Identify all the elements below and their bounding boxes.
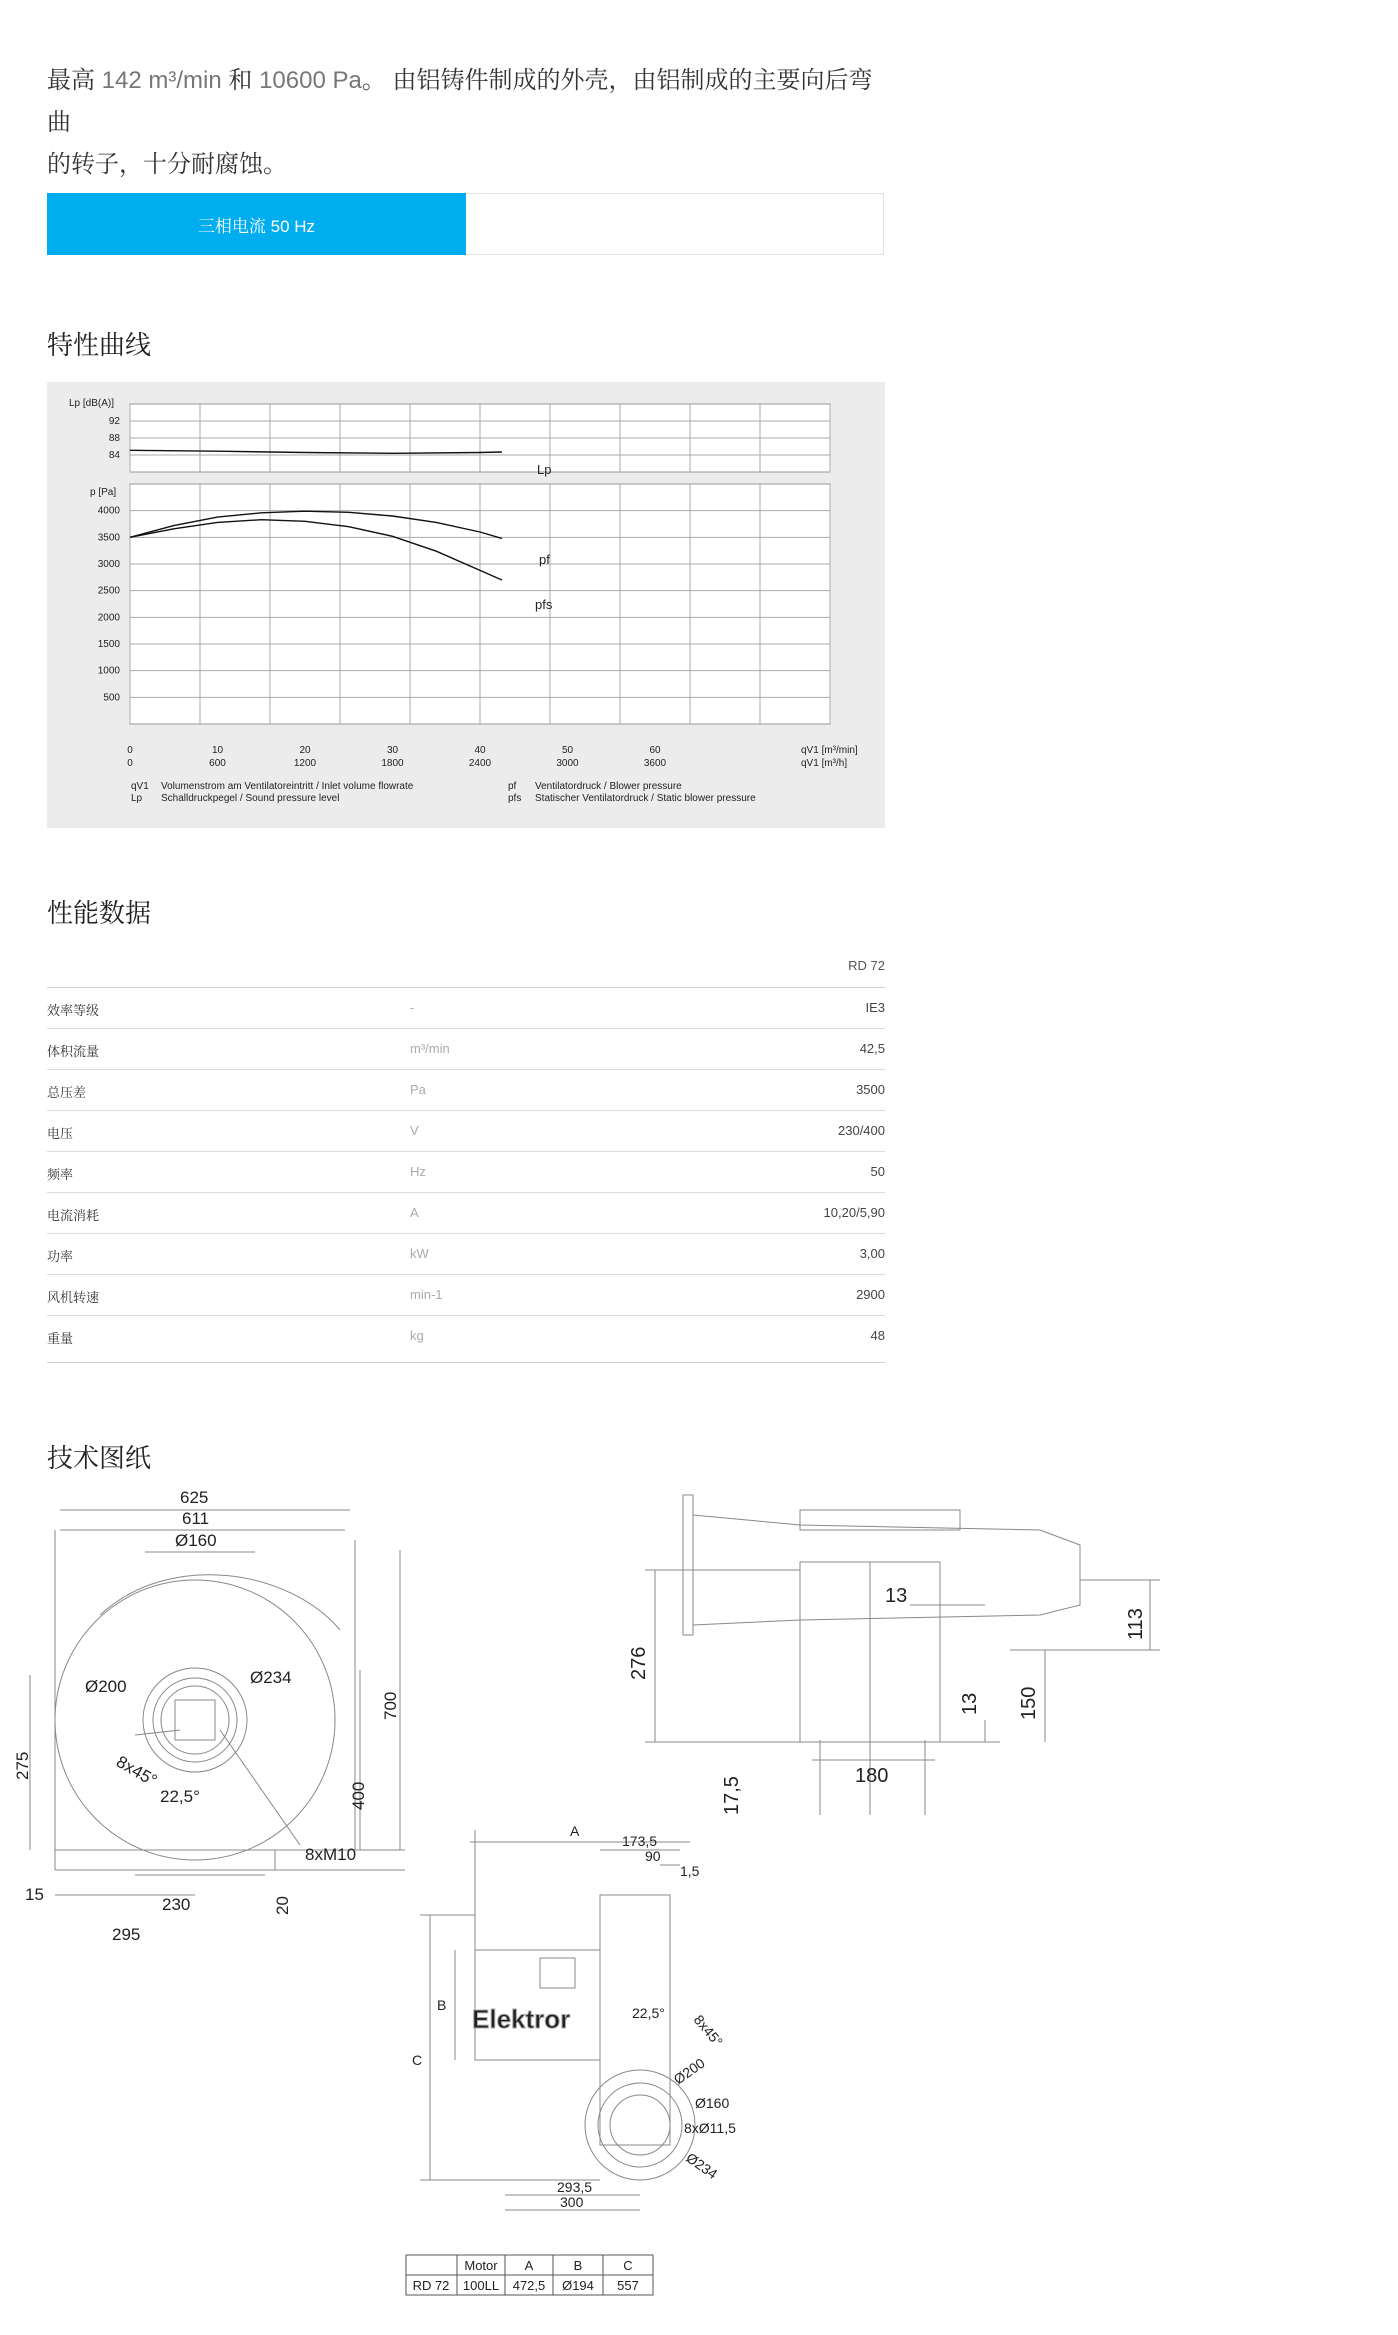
row-unit: kW <box>410 1246 429 1261</box>
desc-text: 和 <box>221 67 260 94</box>
dim-90: 90 <box>645 1848 661 1864</box>
series-label-pfs: pfs <box>535 597 553 612</box>
legend-sym-3: pfs <box>508 793 522 804</box>
x-tick-1: 20 <box>299 745 311 756</box>
row-label: 重量 <box>47 1331 74 1346</box>
x-axis-label-2: qV1 [m³/h] <box>801 758 848 769</box>
housing-circle <box>55 1580 335 1860</box>
row-value: 2900 <box>856 1287 885 1302</box>
row-value: 42,5 <box>859 1041 885 1056</box>
dim-20: 20 <box>273 1896 292 1915</box>
front-view <box>30 1510 405 1895</box>
legend-text-2: Ventilatordruck / Blower pressure <box>535 781 682 792</box>
legend-sym-1: Lp <box>131 793 143 804</box>
performance-table <box>47 950 885 1363</box>
series-label-lp: Lp <box>537 462 552 477</box>
row-unit: m³/min <box>410 1041 450 1056</box>
row-value: 10,20/5,90 <box>823 1205 885 1220</box>
dim-a: A <box>570 1823 580 1839</box>
dim-13a: 13 <box>885 1585 908 1607</box>
table-cell: RD 72 <box>412 2278 450 2293</box>
side-view <box>645 1495 1160 1815</box>
dim-15s: 1,5 <box>680 1863 700 1879</box>
dim-8x45: 8x45° <box>113 1752 161 1791</box>
dim-8x115: 8xØ11,5 <box>684 2120 736 2136</box>
dim-b: B <box>437 1997 447 2013</box>
row-label: 电压 <box>47 1126 74 1141</box>
table-row <box>47 1111 885 1152</box>
row-unit: kg <box>410 1328 424 1343</box>
table-row <box>47 1193 885 1234</box>
x-tick-1: 0 <box>127 745 133 756</box>
dim-276: 276 <box>628 1646 650 1680</box>
product-description <box>47 60 887 186</box>
row-value: 50 <box>870 1164 885 1179</box>
dim-400: 400 <box>349 1781 368 1810</box>
x-tick-1: 60 <box>649 745 661 756</box>
table-cell: 100LL <box>462 2278 500 2293</box>
dim-295: 295 <box>112 1925 141 1944</box>
dim-2935: 293,5 <box>557 2179 593 2195</box>
table-row <box>47 1316 885 1363</box>
p-tick: 3000 <box>97 559 120 570</box>
legend-sym-0: qV1 <box>131 781 149 792</box>
table-header-cell: Motor <box>464 2258 498 2273</box>
dim-611: 611 <box>182 1509 210 1528</box>
p-tick: 2500 <box>97 585 120 597</box>
row-unit: A <box>410 1205 419 1220</box>
technical-drawing <box>0 1470 1398 2330</box>
x-tick-1: 40 <box>474 745 486 756</box>
row-label: 电流消耗 <box>47 1208 100 1223</box>
dim-8xm10: 8xM10 <box>305 1845 357 1864</box>
x-tick-2: 0 <box>127 758 133 769</box>
dim-c: C <box>412 2052 423 2068</box>
row-label: 功率 <box>47 1249 74 1264</box>
dimension-table <box>406 2255 653 2295</box>
dim-d234s: Ø234 <box>683 2149 721 2183</box>
table-row <box>47 1152 885 1193</box>
dim-d200: Ø200 <box>85 1677 127 1696</box>
row-label: 体积流量 <box>47 1044 100 1059</box>
desc-text: 。 由铝铸件制成的外壳，由铝制成的主要向后弯曲 <box>47 67 873 136</box>
table-header-cell: C <box>623 2258 633 2273</box>
p-tick: 1000 <box>97 665 120 677</box>
current-type-tabs <box>47 193 884 255</box>
dim-d200s: Ø200 <box>670 2054 708 2088</box>
x-tick-1: 30 <box>386 745 399 756</box>
table-cell: 557 <box>617 2278 639 2293</box>
lp-axis-label: Lp [dB(A)] <box>69 398 115 409</box>
x-tick-2: 600 <box>209 758 226 769</box>
chart-svg <box>47 382 885 828</box>
table-row <box>47 1029 885 1070</box>
dim-d160: Ø160 <box>175 1531 217 1550</box>
dim-1735: 173,5 <box>622 1833 658 1849</box>
desc-text: 的转子，十分耐腐蚀。 <box>47 151 287 178</box>
row-unit: Hz <box>410 1164 426 1179</box>
row-unit: Pa <box>410 1082 426 1097</box>
row-unit: - <box>410 1000 415 1015</box>
row-label: 总压差 <box>47 1085 87 1100</box>
side-dimensions <box>628 1585 1147 1815</box>
dim-175: 17,5 <box>721 1776 743 1815</box>
dim-625: 625 <box>180 1488 209 1507</box>
dim-113: 113 <box>1125 1608 1147 1640</box>
row-value: 230/400 <box>838 1123 885 1138</box>
desc-text: 最高 <box>47 67 102 94</box>
model-column-header: RD 72 <box>848 958 885 973</box>
table-row <box>47 988 885 1029</box>
legend-text-0: Volumenstrom am Ventilatoreintritt / Inlet volume flowrate <box>161 781 414 792</box>
dim-230: 230 <box>162 1895 191 1914</box>
x-tick-2: 3600 <box>643 758 667 769</box>
dim-225: 22,5° <box>160 1787 200 1806</box>
dim-15: 15 <box>25 1885 44 1904</box>
x-axis-label-1: qV1 [m³/min] <box>801 745 858 756</box>
table-row <box>47 1234 885 1275</box>
characteristic-chart <box>47 382 885 828</box>
lp-tick: 88 <box>108 433 120 444</box>
dim-8x45s: 8x45° <box>690 2011 727 2050</box>
table-row <box>47 1070 885 1111</box>
table-cell: Ø194 <box>562 2278 594 2293</box>
table-header <box>47 950 885 988</box>
tab-three-phase[interactable]: 三相电流 50 Hz <box>47 193 466 255</box>
desc-pressure: 10600 Pa <box>259 67 362 94</box>
row-value: 3500 <box>856 1082 885 1097</box>
desc-flow: 142 m³/min <box>101 67 222 94</box>
row-value: 48 <box>870 1328 885 1343</box>
housing-scroll <box>100 1575 340 1630</box>
legend-text-3: Statischer Ventilatordruck / Static blower pressure <box>535 793 756 804</box>
row-value: IE3 <box>865 1000 885 1015</box>
lp-tick: 92 <box>108 416 120 427</box>
dim-13b: 13 <box>959 1692 981 1715</box>
dim-300: 300 <box>560 2194 584 2210</box>
table-cell: 472,5 <box>512 2278 546 2293</box>
p-tick: 3500 <box>97 532 120 544</box>
section-title-drawing: 技术图纸 <box>47 1443 152 1473</box>
x-tick-2: 3000 <box>556 758 579 769</box>
dim-225s: 22,5° <box>632 2005 665 2021</box>
section-title-curves: 特性曲线 <box>47 330 152 360</box>
x-tick-1: 10 <box>211 745 224 756</box>
brand-watermark: Elektror <box>472 2004 571 2034</box>
series-label-pf: pf <box>539 552 550 567</box>
p-tick: 2000 <box>97 612 120 624</box>
table-header-cell: A <box>524 2258 534 2273</box>
p-tick: 4000 <box>97 505 120 517</box>
front-dimensions <box>13 1488 400 1944</box>
row-value: 3,00 <box>859 1246 885 1261</box>
dim-d234: Ø234 <box>250 1668 292 1687</box>
dim-d160s: Ø160 <box>695 2095 730 2111</box>
section-title-performance: 性能数据 <box>47 898 152 928</box>
p-axis-label: p [Pa] <box>90 487 117 498</box>
p-tick: 500 <box>103 692 120 704</box>
table-header-cell: B <box>573 2258 583 2273</box>
table-row <box>47 1275 885 1316</box>
x-tick-2: 1800 <box>381 758 404 769</box>
x-tick-1: 50 <box>561 745 574 756</box>
drawing-svg <box>0 1470 1398 2330</box>
x-tick-2: 2400 <box>468 758 492 769</box>
dim-700: 700 <box>381 1691 400 1720</box>
dim-180: 180 <box>855 1765 889 1787</box>
x-tick-2: 1200 <box>293 758 317 769</box>
dim-275: 275 <box>13 1751 32 1780</box>
p-tick: 1500 <box>97 639 120 650</box>
row-label: 风机转速 <box>47 1290 100 1305</box>
row-unit: V <box>410 1123 419 1138</box>
dim-150: 150 <box>1018 1686 1040 1720</box>
legend-text-1: Schalldruckpegel / Sound pressure level <box>161 793 340 804</box>
lp-tick: 84 <box>108 450 120 461</box>
legend-sym-2: pf <box>508 781 517 792</box>
row-label: 频率 <box>47 1167 74 1182</box>
row-unit: min-1 <box>410 1287 443 1302</box>
row-label: 效率等级 <box>47 1003 100 1018</box>
